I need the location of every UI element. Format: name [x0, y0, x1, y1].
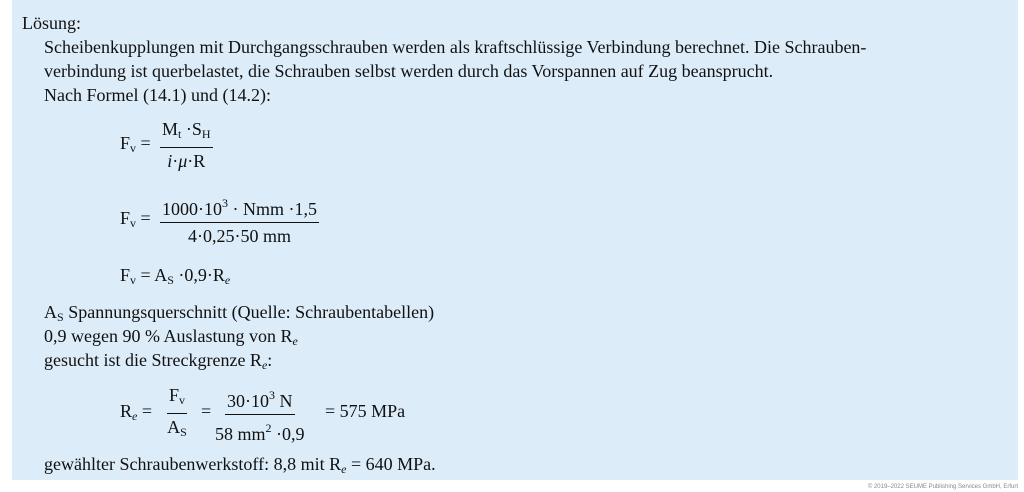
eq4-fraction-2-denominator: 58 $mm^2 \cdot 0,9$ — [215, 421, 305, 444]
eq4-lhs: $R_e$ = — [120, 401, 152, 423]
eq1-denominator: i·μ·R — [167, 151, 206, 171]
copyright-footer: © 2019–2022 SEUME Publishing Services GmbH, Erfurt — [867, 484, 1018, 490]
intro-line-1: Scheibenkupplungen mit Durchgangsschrauben werden als kraftschlüssige Verbindung berechnet. Die Schrauben- — [44, 37, 867, 57]
equation-3: $F_v = A_S \cdot 0,9\cdot R_e$ — [120, 265, 231, 287]
intro-line-3: Nach Formel (14.1) und (14.2): — [44, 85, 271, 105]
eq2-denominator: 4·0,25·50 mm — [188, 226, 291, 246]
eq4-equals: = — [201, 401, 212, 421]
note-streckgrenze: gesucht ist die Streckgrenze $R_e$: — [44, 350, 273, 372]
note-spannungsquerschnitt: $A_S$ Spannungsquerschnitt (Quelle: Schraubentabellen) — [44, 302, 435, 324]
eq2-lhs: $F_v$ = — [120, 208, 151, 230]
eq4-fraction-1 — [167, 385, 187, 442]
note-auslastung: 0,9 wegen 90 % Auslastung von $R_e$ — [44, 326, 298, 348]
eq4-fraction-2 — [215, 385, 305, 444]
eq4-fraction-1-denominator: $A_S$ — [167, 417, 187, 439]
eq4-fraction-1-numerator: $F_v$ — [167, 385, 187, 414]
eq1-fraction — [160, 119, 213, 171]
eq1-lhs: $F_v$ = — [120, 133, 151, 155]
eq1-numerator: $M_t \cdot S_H$ — [160, 119, 213, 148]
eq4-fraction-2-numerator: $30\cdot 10^3$ N — [225, 385, 295, 415]
eq4-result: = 575 MPa — [325, 401, 406, 421]
intro-line-2: verbindung ist querbelastet, die Schrauben selbst werden durch das Vorspannen auf Zug beansprucht. — [44, 61, 774, 81]
eq2-numerator: $1000\cdot 10^3$ · Nmm ·1,5 — [160, 193, 319, 223]
conclusion: gewählter Schraubenwerkstoff: 8,8 mit $R_e = 640$ MPa. — [44, 454, 436, 476]
eq2-fraction — [160, 193, 319, 246]
solution-heading: Lösung: — [22, 13, 82, 33]
